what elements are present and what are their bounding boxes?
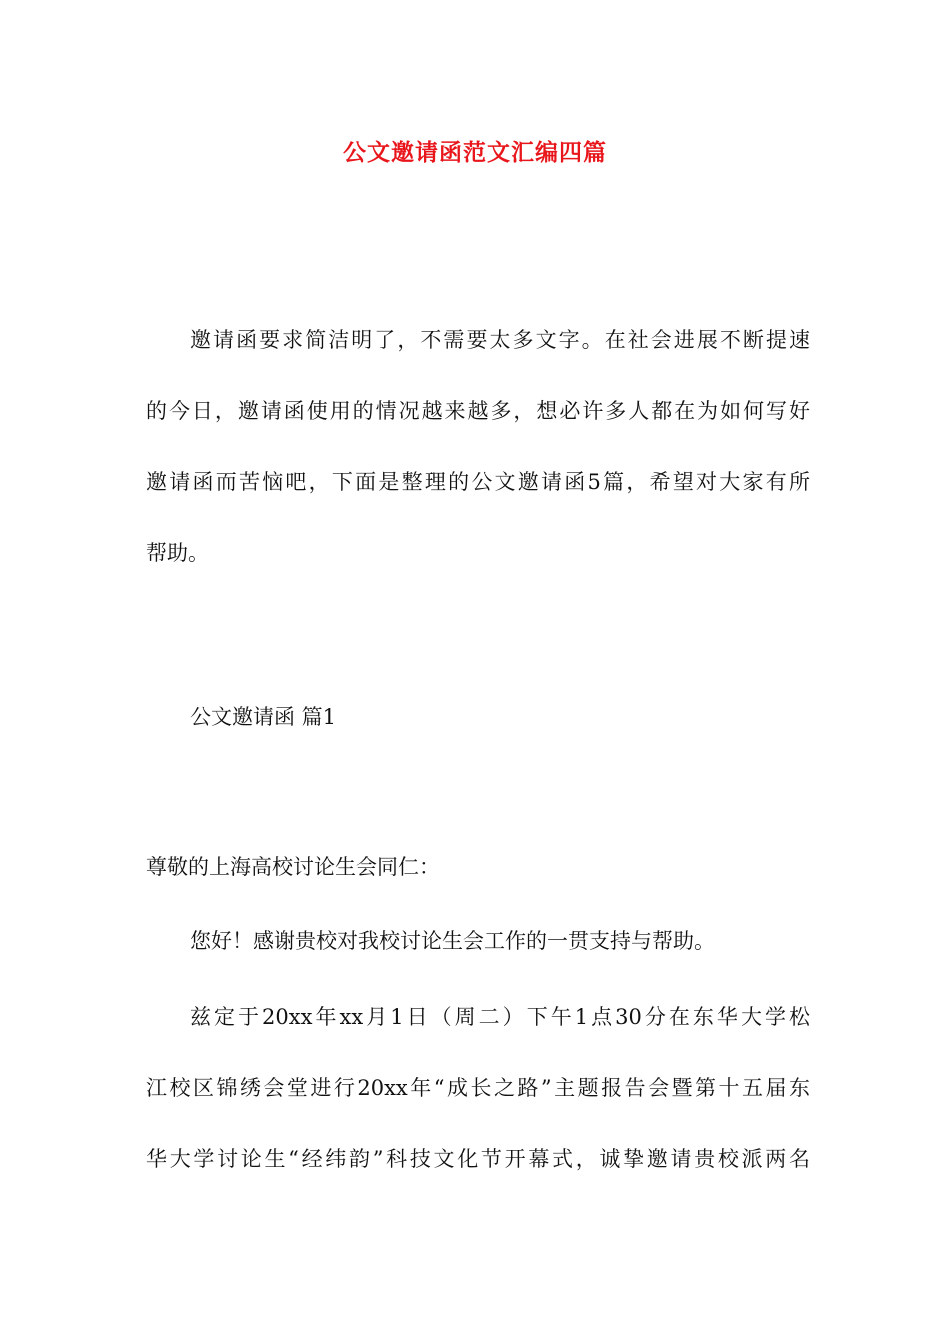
intro-line: 的今日，邀请函使用的情况越来越多，想必许多人都在为如何写好 [146, 399, 810, 423]
salutation: 尊敬的上海高校讨论生会同仁： [146, 855, 440, 879]
intro-line: 帮助。 [146, 541, 209, 565]
intro-line: 邀请函要求简洁明了，不需要太多文字。在社会进展不断提速 [190, 328, 810, 352]
intro-line: 邀请函而苦恼吧，下面是整理的公文邀请函5篇，希望对大家有所 [146, 470, 810, 494]
body-line: 华大学讨论生“经纬韵”科技文化节开幕式，诚挚邀请贵校派两名 [146, 1147, 810, 1171]
greeting-line: 您好！感谢贵校对我校讨论生会工作的一贯支持与帮助。 [190, 929, 715, 953]
intro-paragraph [146, 305, 810, 589]
section-heading: 公文邀请函 篇1 [190, 705, 337, 729]
body-line: 兹定于20xx年xx月1日（周二）下午1点30分在东华大学松 [190, 1005, 810, 1029]
document-title: 公文邀请函范文汇编四篇 [343, 139, 607, 166]
body-line: 江校区锦绣会堂进行20xx年“成长之路”主题报告会暨第十五届东 [146, 1076, 810, 1100]
body-paragraph [146, 982, 810, 1195]
